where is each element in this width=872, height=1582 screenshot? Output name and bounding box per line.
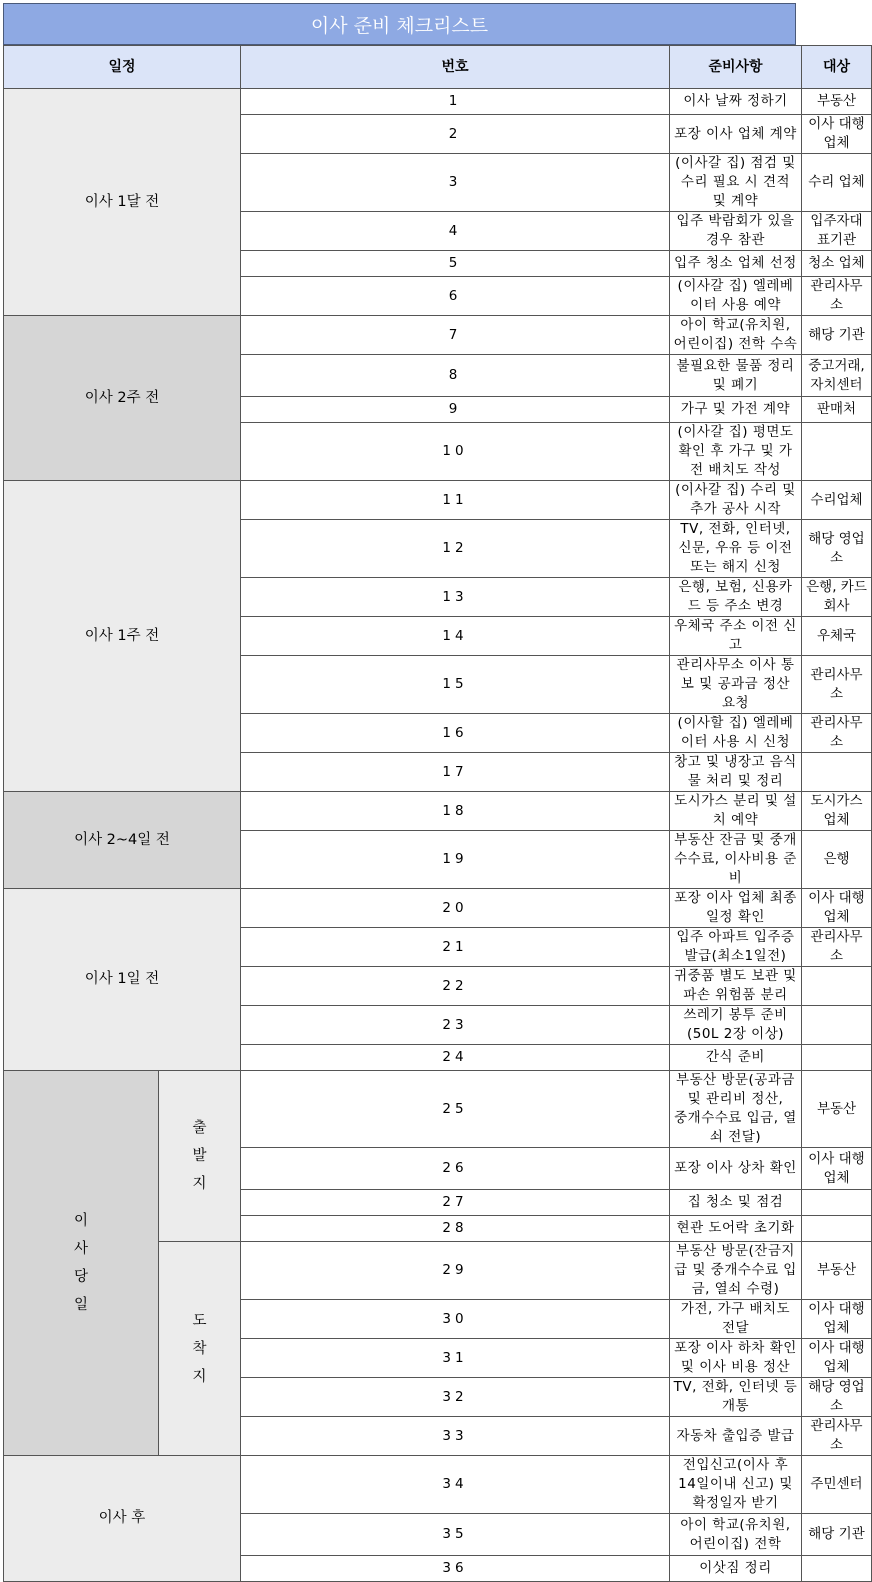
- target-cell: 이사 대행 업체: [802, 115, 872, 154]
- schedule-cell: 이사 1달 전: [4, 89, 241, 316]
- task-cell: 집 청소 및 점검: [670, 1190, 802, 1216]
- row-number: 25: [241, 1071, 670, 1148]
- table-row: [4, 1071, 872, 1148]
- row-number: 4: [241, 212, 670, 251]
- task-cell: (이사할 집) 엘레베이터 사용 시 신청: [670, 714, 802, 753]
- task-cell: (이사갈 집) 엘레베이터 사용 예약: [670, 277, 802, 316]
- target-cell: 해당 기관: [802, 1514, 872, 1556]
- row-number: 29: [241, 1242, 670, 1300]
- row-number: 24: [241, 1045, 670, 1071]
- task-cell: 전입신고(이사 후 14일이내 신고) 및 확정일자 받기: [670, 1456, 802, 1514]
- header-schedule: 일정: [4, 46, 241, 89]
- row-number: 11: [241, 481, 670, 520]
- checklist-table: [3, 45, 872, 1582]
- task-cell: 이사 날짜 정하기: [670, 89, 802, 115]
- task-cell: 은행, 보험, 신용카드 등 주소 변경: [670, 578, 802, 617]
- task-cell: 이삿짐 정리: [670, 1556, 802, 1582]
- task-cell: 가구 및 가전 계약: [670, 397, 802, 423]
- target-cell: 부동산: [802, 1071, 872, 1148]
- task-cell: 아이 학교(유치원, 어린이집) 전학: [670, 1514, 802, 1556]
- schedule-cell: 이사 2~4일 전: [4, 792, 241, 889]
- row-number: 32: [241, 1378, 670, 1417]
- target-cell: 관리사무소: [802, 714, 872, 753]
- row-number: 16: [241, 714, 670, 753]
- target-cell: [802, 1190, 872, 1216]
- task-cell: TV, 전화, 인터넷 등 개통: [670, 1378, 802, 1417]
- task-cell: 가전, 가구 배치도 전달: [670, 1300, 802, 1339]
- target-cell: 이사 대행 업체: [802, 1300, 872, 1339]
- target-cell: 도시가스업체: [802, 792, 872, 831]
- target-cell: 은행, 카드 회사: [802, 578, 872, 617]
- task-cell: 포장 이사 하차 확인 및 이사 비용 정산: [670, 1339, 802, 1378]
- task-cell: (이사갈 집) 평면도 확인 후 가구 및 가전 배치도 작성: [670, 423, 802, 481]
- row-number: 31: [241, 1339, 670, 1378]
- row-number: 22: [241, 967, 670, 1006]
- row-number: 9: [241, 397, 670, 423]
- row-number: 34: [241, 1456, 670, 1514]
- row-number: 18: [241, 792, 670, 831]
- row-number: 19: [241, 831, 670, 889]
- row-number: 26: [241, 1148, 670, 1190]
- task-cell: 부동산 방문(잔금지급 및 중개수수료 입금, 열쇠 수령): [670, 1242, 802, 1300]
- target-cell: 청소 업체: [802, 251, 872, 277]
- header-row: [4, 46, 872, 89]
- task-cell: 쓰레기 봉투 준비(50L 2장 이상): [670, 1006, 802, 1045]
- task-cell: (이사갈 집) 점검 및 수리 필요 시 견적 및 계약: [670, 154, 802, 212]
- target-cell: 주민센터: [802, 1456, 872, 1514]
- task-cell: (이사갈 집) 수리 및 추가 공사 시작: [670, 481, 802, 520]
- row-number: 17: [241, 753, 670, 792]
- schedule-cell: 이사 1주 전: [4, 481, 241, 792]
- row-number: 8: [241, 355, 670, 397]
- row-number: 27: [241, 1190, 670, 1216]
- subschedule-cell: 도 착 지: [159, 1242, 241, 1456]
- row-number: 20: [241, 889, 670, 928]
- target-cell: 이사 대행 업체: [802, 889, 872, 928]
- target-cell: 중고거래, 자치센터: [802, 355, 872, 397]
- row-number: 14: [241, 617, 670, 656]
- row-number: 12: [241, 520, 670, 578]
- target-cell: 관리사무소: [802, 928, 872, 967]
- task-cell: 포장 이사 업체 최종 일정 확인: [670, 889, 802, 928]
- row-number: 7: [241, 316, 670, 355]
- task-cell: 불필요한 물품 정리 및 폐기: [670, 355, 802, 397]
- task-cell: 입주 아파트 입주증 발급(최소1일전): [670, 928, 802, 967]
- sheet-title: 이사 준비 체크리스트: [3, 3, 796, 45]
- row-number: 10: [241, 423, 670, 481]
- schedule-cell: 이사 1일 전: [4, 889, 241, 1071]
- task-cell: 간식 준비: [670, 1045, 802, 1071]
- row-number: 30: [241, 1300, 670, 1339]
- target-cell: 해당 영업소: [802, 520, 872, 578]
- target-cell: 이사 대행 업체: [802, 1339, 872, 1378]
- table-row: [4, 89, 872, 115]
- target-cell: 관리사무소: [802, 277, 872, 316]
- target-cell: [802, 967, 872, 1006]
- table-row: [4, 1456, 872, 1514]
- target-cell: 우체국: [802, 617, 872, 656]
- target-cell: 입주자대표기관: [802, 212, 872, 251]
- task-cell: 부동산 방문(공과금 및 관리비 정산, 중개수수료 입금, 열쇠 전달): [670, 1071, 802, 1148]
- target-cell: [802, 423, 872, 481]
- row-number: 3: [241, 154, 670, 212]
- table-row: [4, 792, 872, 831]
- target-cell: 은행: [802, 831, 872, 889]
- task-cell: 포장 이사 상차 확인: [670, 1148, 802, 1190]
- task-cell: 창고 및 냉장고 음식물 처리 및 정리: [670, 753, 802, 792]
- row-number: 36: [241, 1556, 670, 1582]
- schedule-cell: 이 사 당 일: [4, 1071, 159, 1456]
- task-cell: 포장 이사 업체 계약: [670, 115, 802, 154]
- row-number: 23: [241, 1006, 670, 1045]
- target-cell: [802, 1006, 872, 1045]
- row-number: 15: [241, 656, 670, 714]
- row-number: 33: [241, 1417, 670, 1456]
- row-number: 21: [241, 928, 670, 967]
- row-number: 1: [241, 89, 670, 115]
- target-cell: [802, 1556, 872, 1582]
- schedule-cell: 이사 2주 전: [4, 316, 241, 481]
- target-cell: 이사 대행 업체: [802, 1148, 872, 1190]
- schedule-cell: 이사 후: [4, 1456, 241, 1582]
- target-cell: 해당 기관: [802, 316, 872, 355]
- task-cell: TV, 전화, 인터넷, 신문, 우유 등 이전 또는 해지 신청: [670, 520, 802, 578]
- target-cell: 판매처: [802, 397, 872, 423]
- target-cell: [802, 1216, 872, 1242]
- row-number: 2: [241, 115, 670, 154]
- target-cell: 부동산: [802, 1242, 872, 1300]
- row-number: 6: [241, 277, 670, 316]
- target-cell: 부동산: [802, 89, 872, 115]
- table-row: [4, 889, 872, 928]
- row-number: 13: [241, 578, 670, 617]
- task-cell: 도시가스 분리 및 설치 예약: [670, 792, 802, 831]
- subschedule-cell: 출 발 지: [159, 1071, 241, 1242]
- task-cell: 입주 박람회가 있을 경우 참관: [670, 212, 802, 251]
- target-cell: 해당 영업소: [802, 1378, 872, 1417]
- target-cell: 수리업체: [802, 481, 872, 520]
- task-cell: 우체국 주소 이전 신고: [670, 617, 802, 656]
- target-cell: 관리사무소: [802, 1417, 872, 1456]
- target-cell: 관리사무소: [802, 656, 872, 714]
- checklist-sheet: [3, 3, 867, 1582]
- task-cell: 자동차 출입증 발급: [670, 1417, 802, 1456]
- task-cell: 아이 학교(유치원, 어린이집) 전학 수속: [670, 316, 802, 355]
- table-row: [4, 481, 872, 520]
- header-task: 준비사항: [670, 46, 802, 89]
- task-cell: 현관 도어락 초기화: [670, 1216, 802, 1242]
- row-number: 28: [241, 1216, 670, 1242]
- task-cell: 입주 청소 업체 선정: [670, 251, 802, 277]
- row-number: 35: [241, 1514, 670, 1556]
- table-row: [4, 316, 872, 355]
- task-cell: 부동산 잔금 및 중개수수료, 이사비용 준비: [670, 831, 802, 889]
- header-target: 대상: [802, 46, 872, 89]
- row-number: 5: [241, 251, 670, 277]
- target-cell: [802, 753, 872, 792]
- target-cell: [802, 1045, 872, 1071]
- task-cell: 귀중품 별도 보관 및 파손 위험품 분리: [670, 967, 802, 1006]
- header-number: 번호: [241, 46, 670, 89]
- task-cell: 관리사무소 이사 통보 및 공과금 정산 요청: [670, 656, 802, 714]
- target-cell: 수리 업체: [802, 154, 872, 212]
